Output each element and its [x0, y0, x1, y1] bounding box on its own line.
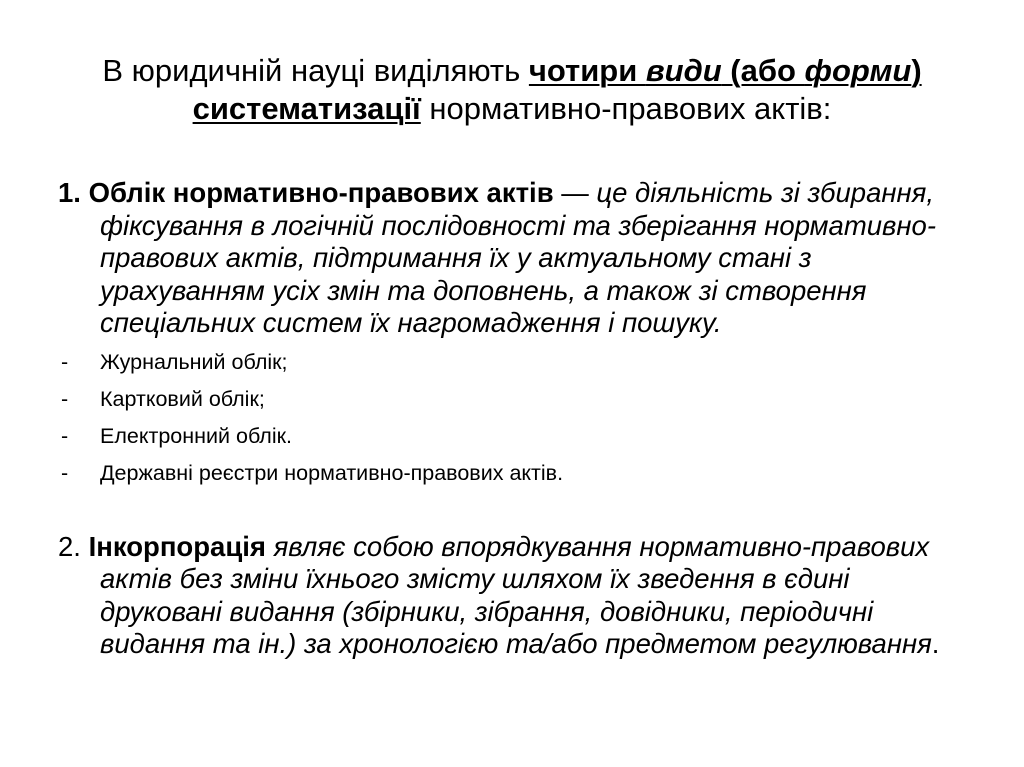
list-item [58, 418, 978, 455]
slide-title [70, 52, 954, 128]
section-accounting-definition: це діяльність зі збирання, фіксування в логічній послідовності та зберігання нормативно-правових актів, підтримання їх у актуальному стані з урахуванням усіх змін та доповнень, а також зі створення спеціальних систем їх нагромадження і пошуку. [100, 177, 936, 338]
section-incorporation-end: . [931, 628, 940, 659]
list-item [58, 455, 978, 492]
slide-body [58, 177, 978, 661]
section-accounting [58, 177, 978, 340]
title-systematization: ) систематизації [192, 53, 922, 126]
title-intro: В юридичній науці виділяють [102, 53, 529, 88]
dash-bullet: - [61, 423, 69, 448]
title-outro: нормативно-правових актів: [420, 91, 832, 126]
list-item-text: Електронний облік. [100, 423, 292, 448]
dash-bullet: - [61, 349, 69, 374]
list-item-text: Картковий облік; [100, 386, 265, 411]
title-forms: форми [804, 53, 912, 88]
title-or: (або [721, 53, 805, 88]
list-item-text: Державні реєстри нормативно-правових актів. [100, 460, 564, 485]
section-accounting-term: Облік нормативно-правових актів [88, 177, 554, 208]
list-item [58, 344, 978, 381]
title-kinds: види [645, 53, 722, 88]
title-four: чотири [528, 53, 646, 88]
list-item [58, 381, 978, 418]
section-incorporation-definition: являє собою впорядкування нормативно-правових актів без зміни їхнього змісту шляхом їх зведення в єдині друковані видання (збірники, зібрання, довідники, періодичні видання та ін.) за хронологією та/або предметом регулювання [100, 530, 932, 659]
section-incorporation [58, 531, 978, 661]
section-accounting-dash: — [553, 177, 597, 208]
list-item-text: Журнальний облік; [100, 349, 288, 374]
section-incorporation-term: Інкорпорація [88, 530, 266, 562]
accounting-types-list [58, 344, 978, 492]
section-accounting-number: 1. [58, 177, 81, 208]
dash-bullet: - [61, 460, 69, 485]
section-incorporation-number: 2. [58, 530, 81, 562]
dash-bullet: - [61, 386, 69, 411]
